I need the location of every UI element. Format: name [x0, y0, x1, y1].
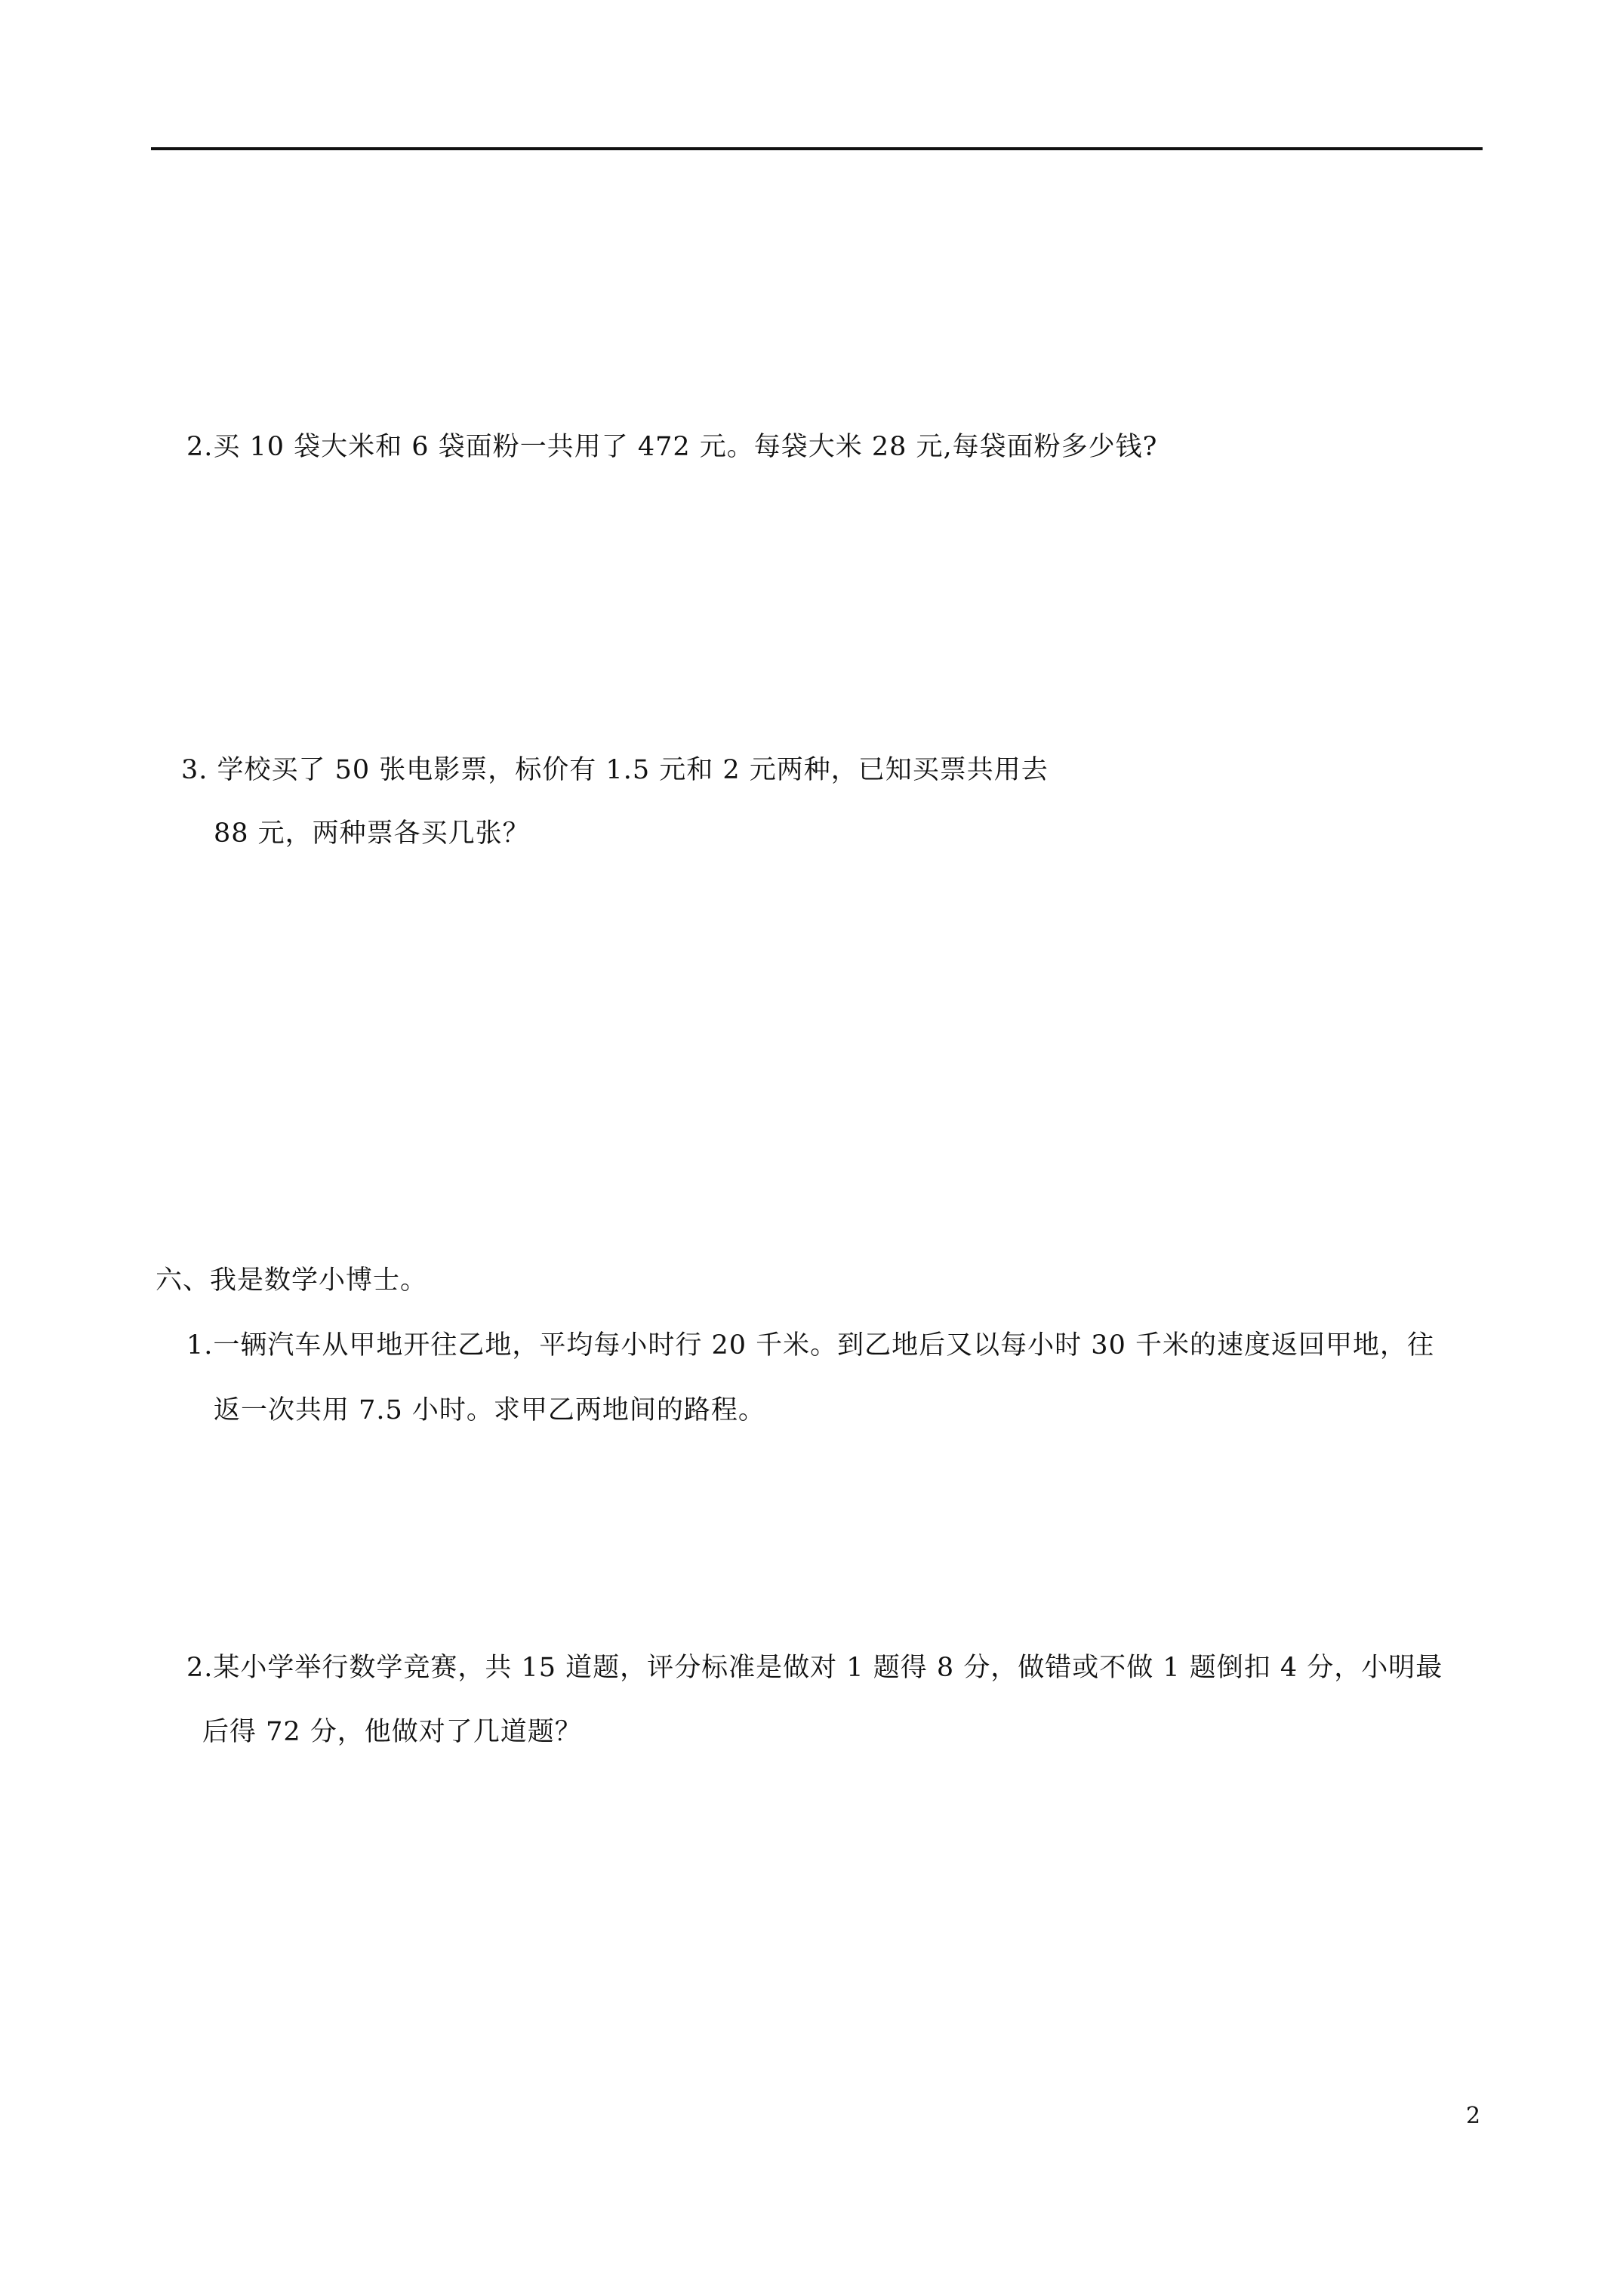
- header-rule: [151, 147, 1483, 150]
- section-6-problem-1-line-2: 返一次共用 7.5 小时。求甲乙两地间的路程。: [214, 1395, 765, 1425]
- page-number: 2: [1466, 2103, 1481, 2129]
- section-6-problem-2-line-1: 2.某小学举行数学竞赛，共 15 道题，评分标准是做对 1 题得 8 分，做错或不做 1 题倒扣 4 分，小明最: [186, 1653, 1443, 1683]
- section-6-heading: 六、我是数学小博士。: [156, 1265, 428, 1296]
- problem-3-line-2: 88 元，两种票各买几张？: [214, 818, 530, 849]
- section-6-problem-1-line-1: 1.一辆汽车从甲地开往乙地，平均每小时行 20 千米。到乙地后又以每小时 30 千米的速度返回甲地，往: [186, 1330, 1434, 1361]
- problem-3-line-1: 3. 学校买了 50 张电影票，标价有 1.5 元和 2 元两种，已知买票共用去: [181, 755, 1049, 785]
- section-6-problem-2-line-2: 后得 72 分，他做对了几道题？: [202, 1717, 582, 1747]
- problem-2-text: 2.买 10 袋大米和 6 袋面粉一共用了 472 元。每袋大米 28 元,每袋面粉多少钱?: [186, 432, 1158, 462]
